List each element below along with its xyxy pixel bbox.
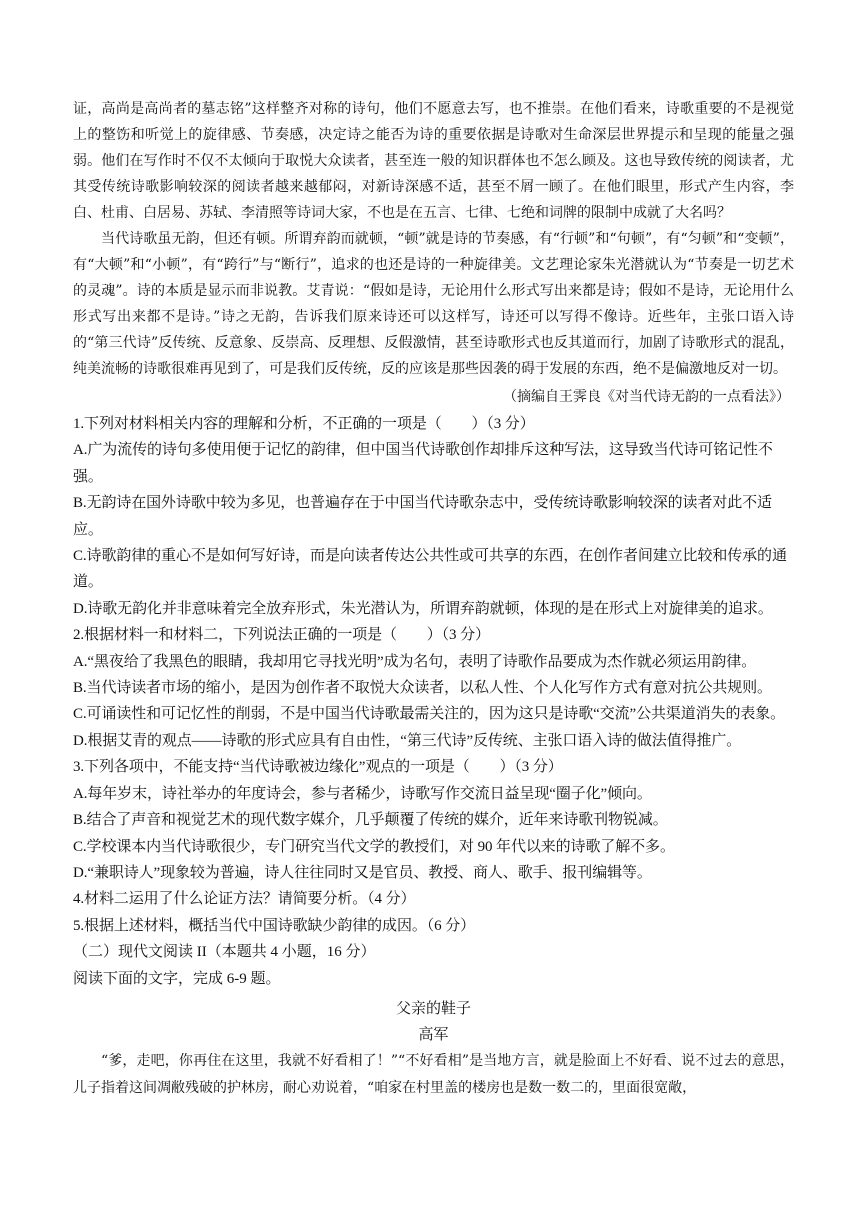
source-citation: （摘编自王霁良《对当代诗无韵的一点看法》） bbox=[503, 389, 790, 405]
paragraph-top: 证，高尚是高尚者的墓志铭”这样整齐对称的诗句，他们不愿意去写，也不推崇。在他们看来，诗歌重要的不是视觉上的整饬和听觉上的旋律感、节奏感，决定诗之能否为诗的重要依据是诗歌对生命深层世界提示和呈现的能量之强弱。他们在写作时不仅不太倾向于取悦大众读者，甚至连一般的知识群体也不怎么顾及。这也导致传统的阅读者，尤其受传统诗歌影响较深的阅读者越来越郁闷，对新诗深感不适，甚至不屑一顾了。在他们眼里，形式产生内容，李白、杜甫、白居易、苏轼、李清照等诗词大家，不也是在五言、七律、七绝和词牌的限制中成就了大名吗？ bbox=[73, 101, 794, 221]
question-2-option-b: B.当代诗读者市场的缩小，是因为创作者不取悦大众读者，以私人性、个人化写作方式有意对抗公共规则。 bbox=[73, 680, 772, 697]
passage-title: 父亲的鞋子 bbox=[395, 1000, 471, 1017]
question-1-stem: 1.下列对材料相关内容的理解和分析，不正确的一项是（ ）（3 分） bbox=[73, 416, 535, 432]
question-2-option-a: A.“黑夜给了我黑色的眼睛，我却用它寻找光明”成为名句，表明了诗歌作品要成为杰作就必须运用韵律。 bbox=[73, 653, 757, 670]
paragraph-second: 当代诗歌虽无韵，但还有顿。所谓弃韵而就顿，“顿”就是诗的节奏感，有“行顿”和“句顿”，有“匀顿”和“变顿”，有“大顿”和“小顿”，有“跨行”与“断行”，追求的也还是诗的一种旋律美。文艺理论家朱光潜就认为“节奏是一切艺术的灵魂”。诗的本质是显示而非说教。艾青说：“假如是诗，无论用什么形式写出来都是诗；假如不是诗，无论用什么形式写出来都不是诗。”诗之无韵，告诉我们原来诗还可以这样写，诗还可以写得不像诗。近些年，主张口语入诗的“第三代诗”反传统、反意象、反崇高、反理想、反假激情，甚至诗歌形式也反其道而行，加剧了诗歌形式的混乱，纯美流畅的诗歌很难再见到了，可是我们反传统，反的应该是那些因袭的碍于发展的东西，绝不是偏激地反对一切。 bbox=[73, 231, 794, 377]
question-1-option-a: A.广为流传的诗句多使用便于记忆的韵律，但中国当代诗歌创作却排斥这种写法，这导致当代诗可铭记性不强。 bbox=[73, 442, 773, 485]
section-heading: （二）现代文阅读 II（本题共 4 小题，16 分） bbox=[73, 944, 376, 961]
question-1-option-c: C.诗歌韵律的重心不是如何写好诗，而是向读者传达公共性或可共享的东西，在创作者间建立比较和传承的通道。 bbox=[73, 548, 787, 591]
story-paragraph: “爹，走吧，你再住在这里，我就不好看相了！”“不好看相”是当地方言，就是脸面上不好看、说不过去的意思，儿子指着这间凋敝残破的护林房，耐心劝说着，“咱家在村里盖的楼房也是数一数二的，里面很宽敞， bbox=[73, 1052, 794, 1096]
question-3-option-d: D.“兼职诗人”现象较为普遍，诗人往往同时又是官员、教授、商人、歌手、报刊编辑等。 bbox=[73, 864, 652, 881]
question-3-option-c: C.学校课本内当代诗歌很少，专门研究当代文学的教授们，对 90 年代以来的诗歌了解不多。 bbox=[73, 838, 675, 855]
question-1-option-d: D.诗歌无韵化并非意味着完全放弃形式，朱光潜认为，所谓弃韵就顿，体现的是在形式上对旋律美的追求。 bbox=[73, 600, 773, 617]
question-3-option-b: B.结合了声音和视觉艺术的现代数字媒介，几乎颠覆了传统的媒介，近年来诗歌刊物锐减。 bbox=[73, 812, 668, 829]
question-5: 5.根据上述材料，概括当代中国诗歌缺少韵律的成因。（6 分） bbox=[73, 917, 476, 934]
passage-author: 高军 bbox=[418, 1026, 449, 1043]
question-list bbox=[73, 411, 794, 939]
question-1-option-b: B.无韵诗在国外诗歌中较为多见，也普遍存在于中国当代诗歌杂志中，受传统诗歌影响较深的读者对此不适应。 bbox=[73, 495, 772, 538]
question-3-option-a: A.每年岁末，诗社举办的年度诗会，参与者稀少，诗歌写作交流日益呈现“圈子化”倾向。 bbox=[73, 785, 652, 802]
question-2-stem: 2.根据材料一和材料二，下列说法正确的一项是（ ）（3 分） bbox=[73, 627, 490, 644]
section-instruction: 阅读下面的文字，完成 6-9 题。 bbox=[73, 970, 281, 987]
question-4: 4.材料二运用了什么论证方法？请简要分析。（4 分） bbox=[73, 891, 416, 908]
question-2-option-d: D.根据艾青的观点——诗歌的形式应具有自由性，“第三代诗”反传统、主张口语入诗的做法值得推广。 bbox=[73, 732, 742, 749]
question-3-stem: 3.下列各项中，不能支持“当代诗歌被边缘化”观点的一项是（ ）（3 分） bbox=[73, 759, 563, 776]
question-2-option-c: C.可诵读性和可记忆性的削弱，不是中国当代诗歌最需关注的，因为这只是诗歌“交流”公共渠道消失的表象。 bbox=[73, 706, 786, 723]
